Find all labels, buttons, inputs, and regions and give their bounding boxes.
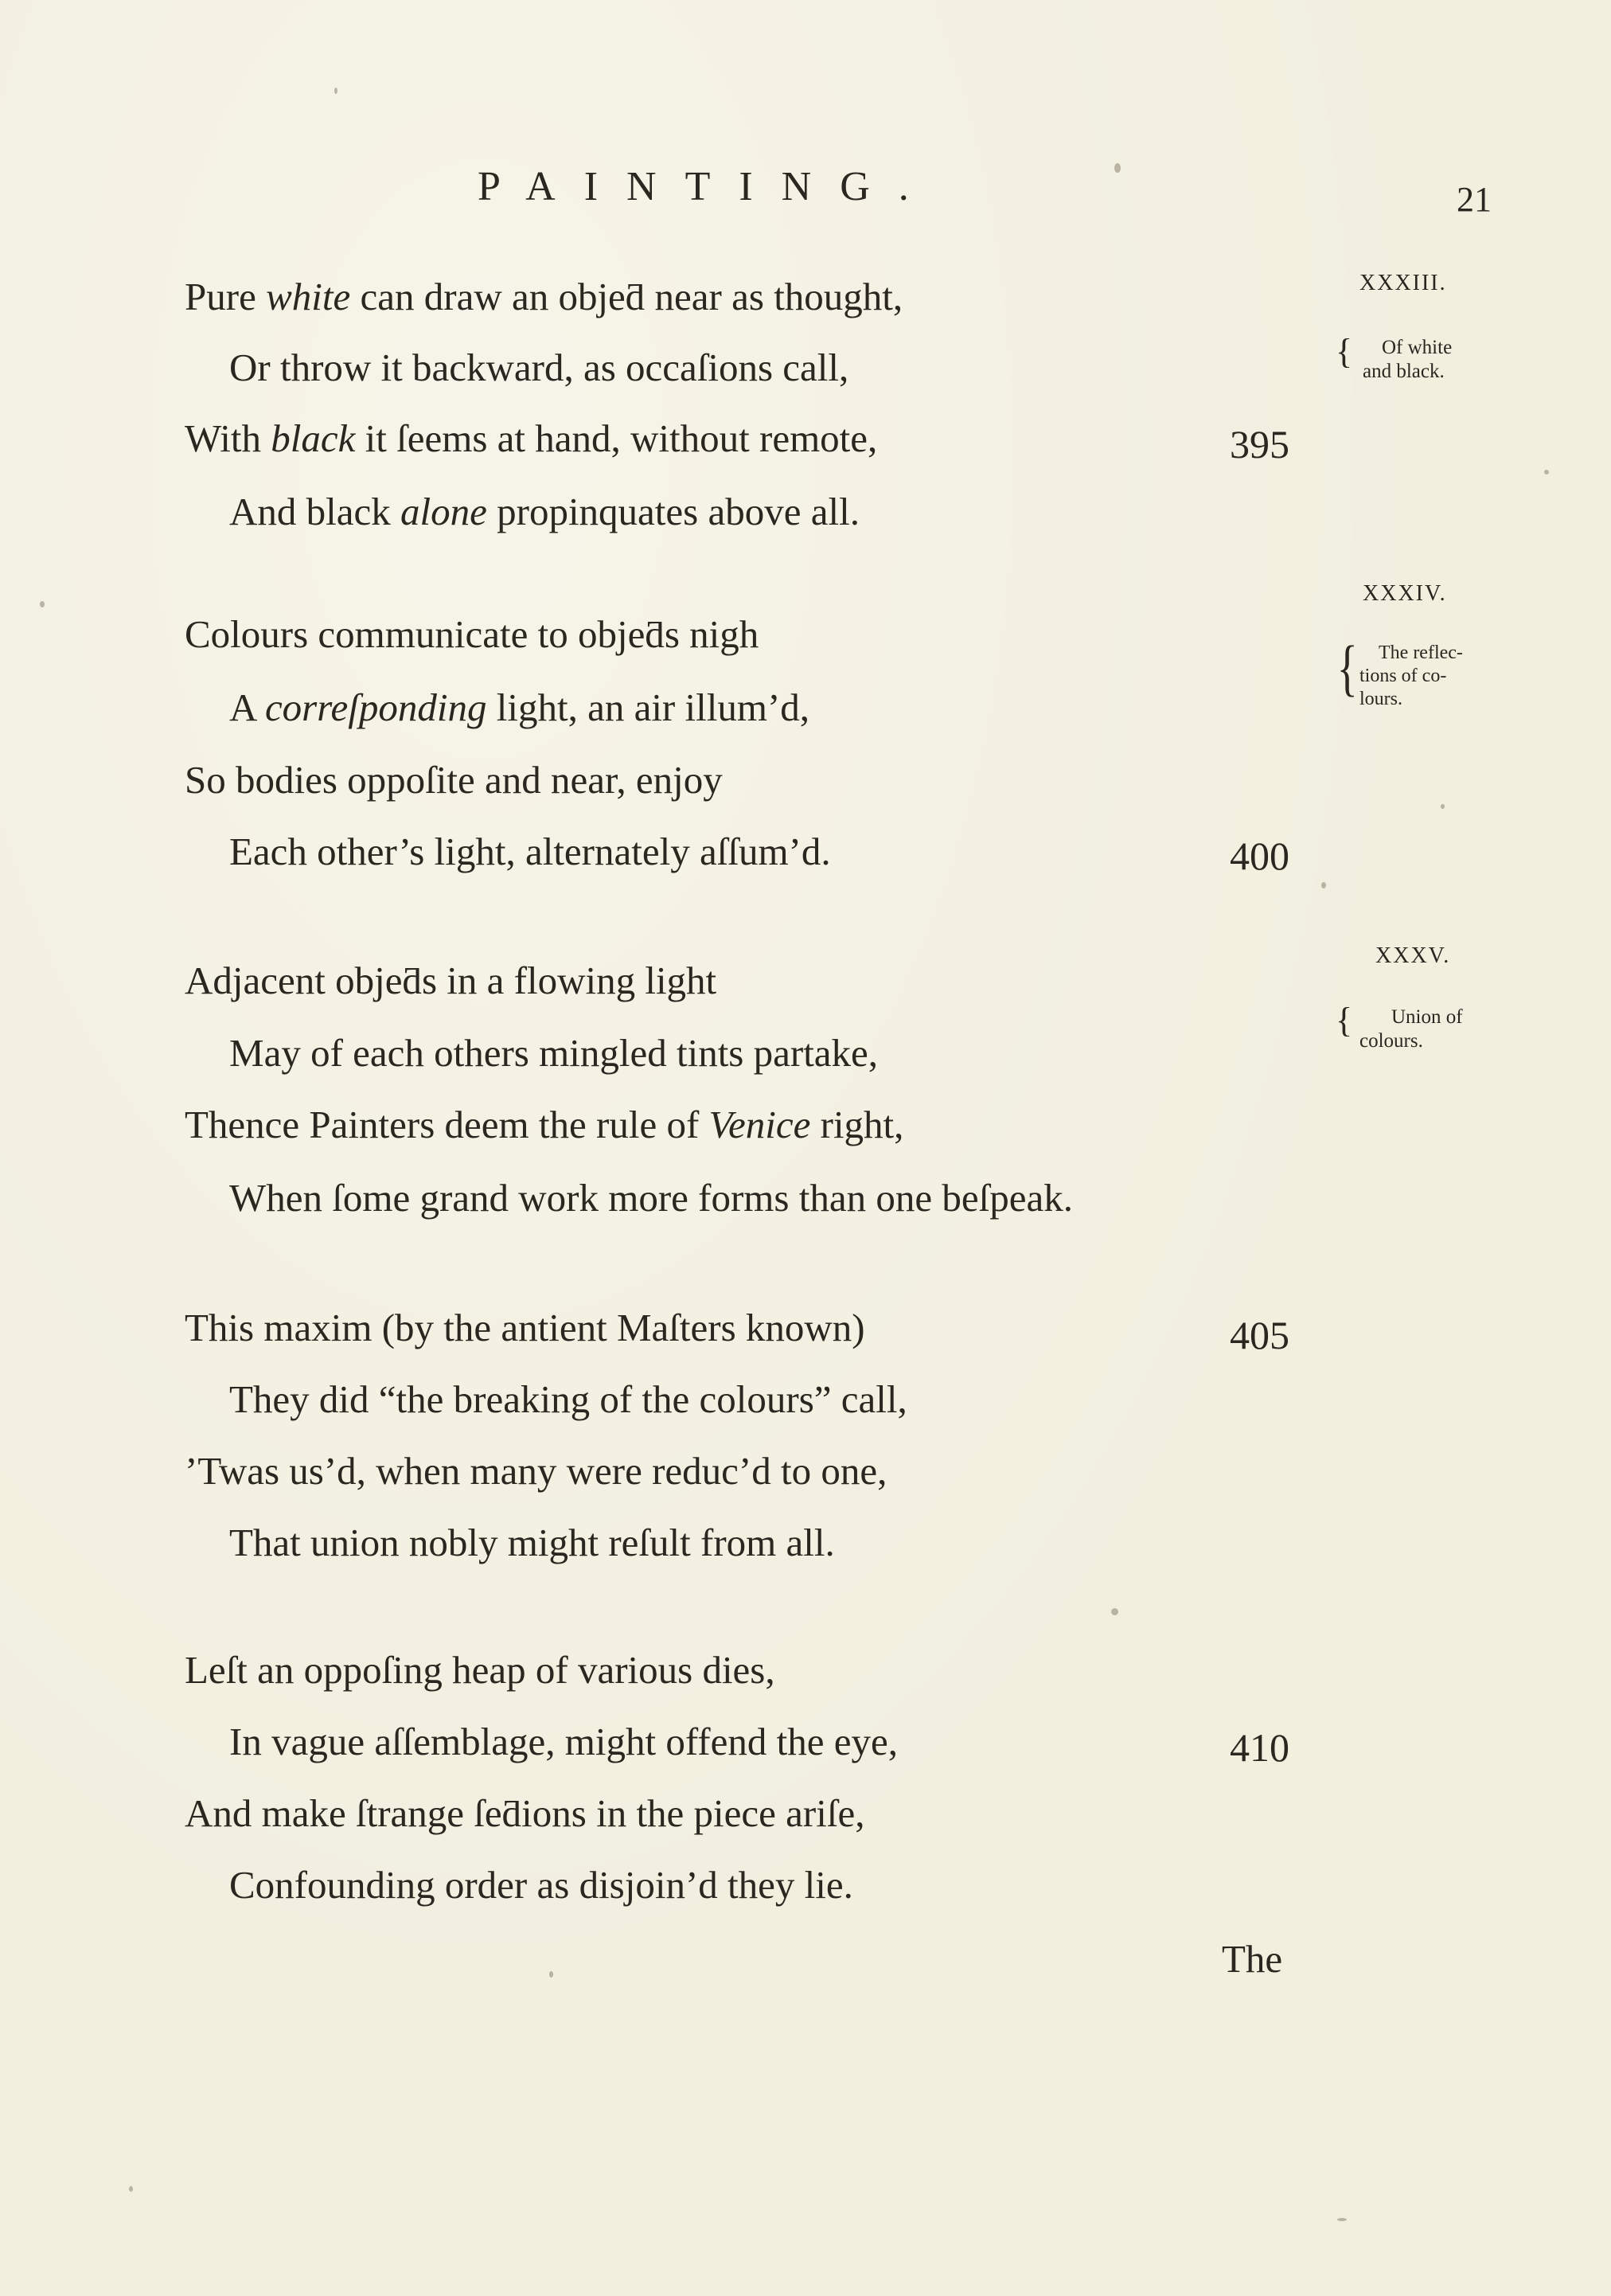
- verse-text: They did “the breaking of the colours” call,: [229, 1377, 907, 1421]
- section-numeral: XXXV.: [1375, 943, 1451, 968]
- verse-text: May of each others mingled tints partake,: [229, 1031, 879, 1075]
- italic-word: correſponding: [264, 685, 487, 729]
- paper-speck: [1114, 163, 1121, 173]
- margin-gloss: [1359, 1005, 1463, 1053]
- verse-text: it ſeems at hand, without remote,: [355, 416, 878, 460]
- line-number: 395: [1230, 422, 1289, 467]
- paper-speck: [334, 88, 337, 94]
- verse-text: So bodies oppoſite and near, enjoy: [185, 758, 723, 802]
- line-number: 410: [1230, 1725, 1289, 1770]
- verse-line: [229, 1377, 907, 1421]
- paper-speck: [1111, 1608, 1118, 1615]
- italic-word: black: [271, 416, 356, 460]
- verse-line: [185, 758, 723, 802]
- line-number: 400: [1230, 834, 1289, 878]
- paper-speck: [1321, 882, 1326, 888]
- gloss-line: and black.: [1363, 361, 1445, 382]
- verse-line: [229, 832, 831, 871]
- verse-line: [185, 1449, 887, 1493]
- gloss-line: tions of co-: [1359, 665, 1447, 686]
- gloss-line: The reflec-: [1379, 642, 1463, 663]
- verse-line: [185, 1791, 865, 1835]
- verse-line: [229, 1031, 879, 1075]
- catchword: The: [1222, 1937, 1283, 1981]
- verse-line: [229, 685, 810, 729]
- brace-icon: {: [1336, 633, 1358, 702]
- verse-text: And make ſtrange ſeƌions in the piece ariſe,: [185, 1791, 865, 1835]
- verse-text: A: [229, 685, 265, 729]
- verse-text: light, an air illum’d,: [486, 685, 810, 729]
- margin-gloss: [1359, 642, 1463, 710]
- italic-word: white: [266, 275, 351, 318]
- running-title: PAINTING.: [478, 164, 938, 209]
- gloss-line: lours.: [1359, 688, 1402, 709]
- section-numeral: XXXIII.: [1359, 271, 1447, 295]
- verse-line: [229, 1523, 835, 1562]
- verse-text: In vague aſſemblage, might offend the eye,: [229, 1720, 898, 1763]
- verse-line: [229, 1863, 853, 1907]
- paper-speck: [1441, 804, 1445, 809]
- verse-text: Pure: [185, 275, 267, 318]
- paper-speck: [40, 601, 45, 607]
- verse-line: [185, 961, 716, 1000]
- gloss-line: Of white: [1382, 337, 1453, 358]
- italic-word: Venice: [708, 1103, 811, 1146]
- paper-speck: [1337, 2218, 1347, 2221]
- gloss-line: Union of: [1391, 1006, 1463, 1028]
- verse-text: Each other’s light, alternately aſſum’d.: [229, 830, 831, 873]
- verse-text: Leſt an oppoſing heap of various dies,: [185, 1648, 775, 1692]
- gloss-line: colours.: [1359, 1030, 1423, 1052]
- verse-text: can draw an objeƌ near as thought,: [350, 275, 903, 318]
- verse-line: [185, 1308, 865, 1347]
- margin-gloss: [1363, 336, 1452, 384]
- verse-line: [185, 277, 903, 316]
- verse-text: With: [185, 416, 271, 460]
- verse-text: That union nobly might reſult from all.: [229, 1521, 835, 1564]
- verse-line: [229, 1722, 898, 1761]
- verse-line: [185, 612, 759, 656]
- verse-line: [229, 492, 860, 531]
- verse-text: Colours communicate to objeƌs nigh: [185, 612, 759, 656]
- verse-text: When ſome grand work more forms than one beſpeak.: [229, 1176, 1073, 1220]
- paper-speck: [129, 2186, 133, 2192]
- verse-text: ’Twas us’d, when many were reduc’d to one,: [185, 1449, 887, 1493]
- verse-text: And black: [229, 490, 400, 533]
- verse-text: right,: [810, 1103, 904, 1146]
- brace-icon: {: [1336, 1001, 1353, 1040]
- paper-speck: [1544, 470, 1549, 474]
- brace-icon: {: [1336, 332, 1353, 371]
- verse-text: Adjacent objeƌs in a flowing light: [185, 959, 717, 1002]
- verse-line: [229, 348, 848, 387]
- italic-word: alone: [400, 490, 487, 533]
- line-number: 405: [1230, 1313, 1289, 1357]
- verse-text: This maxim (by the antient Maſters known): [185, 1306, 865, 1349]
- verse-line: [185, 1105, 903, 1144]
- verse-line: [185, 416, 878, 460]
- verse-line: [185, 1648, 775, 1692]
- paper-speck: [549, 1971, 553, 1978]
- verse-text: propinquates above all.: [486, 490, 860, 533]
- verse-text: Confounding order as disjoin’d they lie.: [229, 1863, 853, 1907]
- section-numeral: XXXIV.: [1363, 581, 1447, 606]
- verse-text: Or throw it backward, as occaſions call,: [229, 346, 849, 389]
- verse-text: Thence Painters deem the rule of: [185, 1103, 709, 1146]
- page-number: 21: [1457, 180, 1492, 219]
- verse-line: [229, 1176, 1073, 1220]
